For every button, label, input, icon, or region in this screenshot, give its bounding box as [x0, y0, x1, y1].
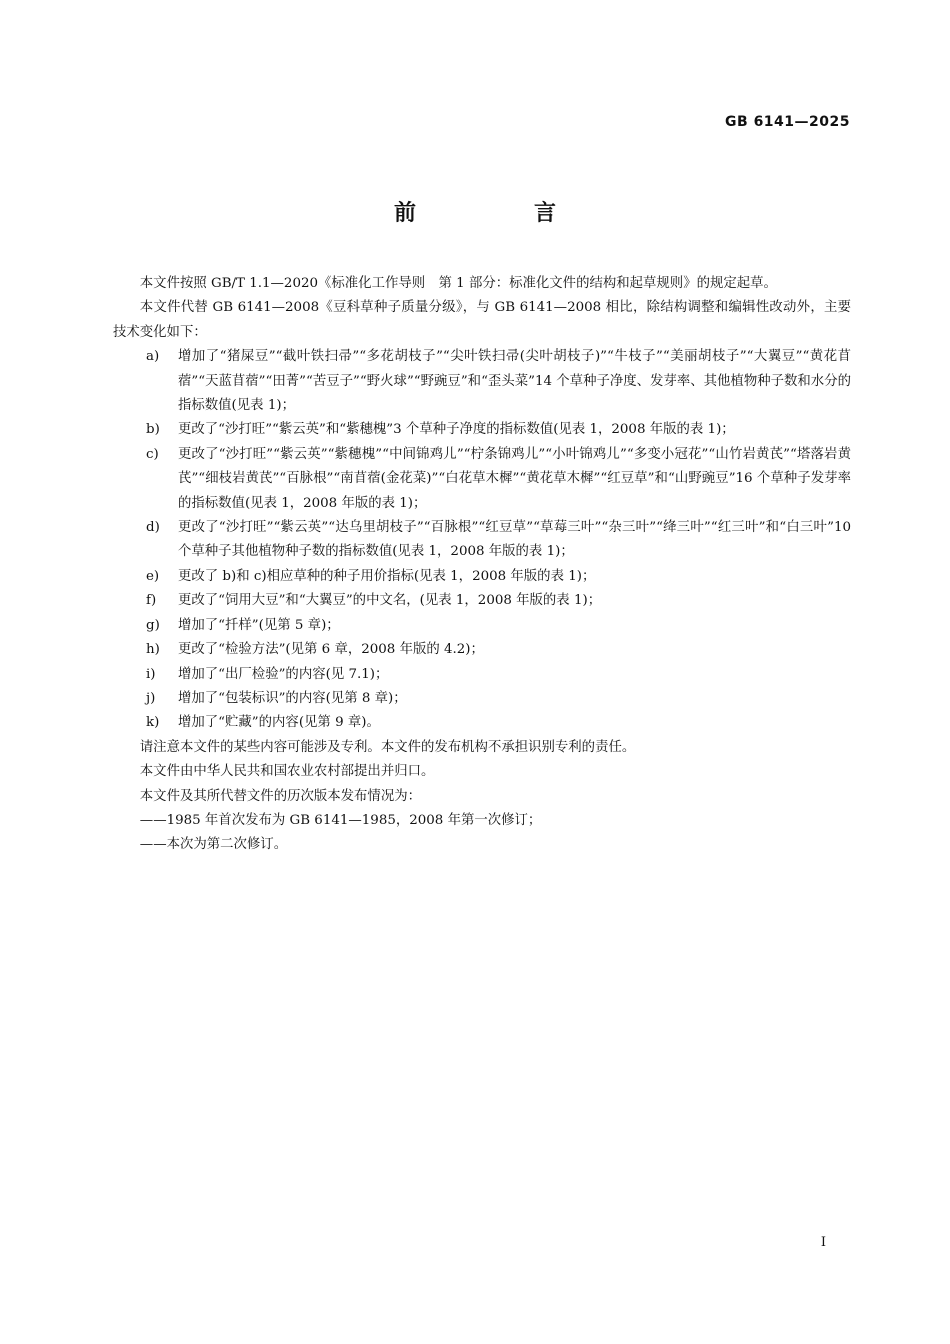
list-item-text: 更改了“沙打旺”“紫云英”“紫穗槐”“中间锦鸡儿”“柠条锦鸡儿”“小叶锦鸡儿”“多变小冠花”“山竹岩黄芪”“塔落岩黄芪”“细枝岩黄芪”“百脉根”“南苜蓿(金花菜)”“白花草木樨”“黄花草木樨”“红豆草”和“山野豌豆”16 个草种子发芽率的指标数值(见表 1，2008 年版的表 1)；	[178, 446, 851, 511]
list-item-text: 增加了“猪屎豆”“截叶铁扫帚”“多花胡枝子”“尖叶铁扫帚(尖叶胡枝子)”“牛枝子”“美丽胡枝子”“大翼豆”“黄花苜蓿”“天蓝苜蓿”“田菁”“苦豆子”“野火球”“野豌豆”和“歪头菜”14 个草种子净度、发芽率、其他植物种子数和水分的指标数值(见表 1)；	[178, 349, 851, 414]
list-item	[113, 589, 851, 613]
list-item-text: 更改了“沙打旺”“紫云英”和“紫穗槐”3 个草种子净度的指标数值(见表 1，2008 年版的表 1)；	[178, 422, 735, 438]
list-item	[113, 418, 851, 442]
list-marker: d)	[146, 520, 160, 536]
list-marker: h)	[146, 642, 160, 658]
list-marker: a)	[146, 349, 160, 365]
list-marker: c)	[146, 446, 159, 462]
list-marker: i)	[146, 666, 156, 682]
list-marker: g)	[146, 617, 160, 633]
document-code: GB 6141—2025	[725, 114, 850, 130]
list-item	[113, 663, 851, 687]
list-item	[113, 614, 851, 638]
list-item	[113, 711, 851, 735]
list-marker: j)	[146, 690, 156, 706]
list-item-text: 增加了“出厂检验”的内容(见 7.1)；	[178, 666, 389, 682]
list-item	[113, 443, 851, 516]
list-marker: f)	[146, 593, 157, 609]
list-item	[113, 687, 851, 711]
paragraph-drafting-rules: 本文件按照 GB/T 1.1—2020《标准化工作导则 第 1 部分：标准化文件的结构和起草规则》的规定起草。	[139, 276, 777, 291]
list-item-text: 增加了“贮藏”的内容(见第 9 章)。	[178, 715, 380, 731]
list-item	[113, 638, 851, 662]
list-item	[113, 565, 851, 589]
history-item: ——本次为第二次修订。	[139, 837, 288, 853]
list-item-text: 更改了“沙打旺”“紫云英”“达乌里胡枝子”“百脉根”“红豆草”“草莓三叶”“杂三叶”“绛三叶”“红三叶”和“白三叶”10 个草种子其他植物种子数的指标数值(见表 1，2008 年版的表 1)；	[178, 520, 851, 560]
list-item-text: 增加了“包装标识”的内容(见第 8 章)；	[178, 690, 407, 706]
history-item: ——1985 年首次发布为 GB 6141—1985，2008 年第一次修订；	[139, 812, 542, 828]
list-item-text: 增加了“扦样”(见第 5 章)；	[178, 617, 340, 633]
list-marker: b)	[146, 422, 160, 438]
list-item	[113, 516, 851, 565]
changes-list	[113, 345, 851, 736]
list-item-text: 更改了 b)和 c)相应草种的种子用价指标(见表 1，2008 年版的表 1)；	[178, 568, 596, 584]
paragraph-replacement: 本文件代替 GB 6141—2008《豆科草种子质量分级》，与 GB 6141—2008 相比，除结构调整和编辑性改动外，主要技术变化如下：	[113, 300, 851, 340]
paragraph-history-intro: 本文件及其所代替文件的历次版本发布情况为：	[139, 788, 421, 804]
list-marker: e)	[146, 568, 160, 584]
paragraph-proposer: 本文件由中华人民共和国农业农村部提出并归口。	[139, 764, 435, 780]
page-title: 前 言	[393, 201, 604, 226]
page-number: I	[820, 1235, 826, 1250]
document-body	[113, 272, 851, 858]
list-item-text: 更改了“检验方法”(见第 6 章，2008 年版的 4.2)；	[178, 642, 484, 658]
list-item-text: 更改了“饲用大豆”和“大翼豆”的中文名，(见表 1，2008 年版的表 1)；	[178, 593, 602, 609]
list-marker: k)	[146, 715, 160, 731]
paragraph-patent-notice: 请注意本文件的某些内容可能涉及专利。本文件的发布机构不承担识别专利的责任。	[139, 739, 636, 755]
list-item	[113, 345, 851, 418]
